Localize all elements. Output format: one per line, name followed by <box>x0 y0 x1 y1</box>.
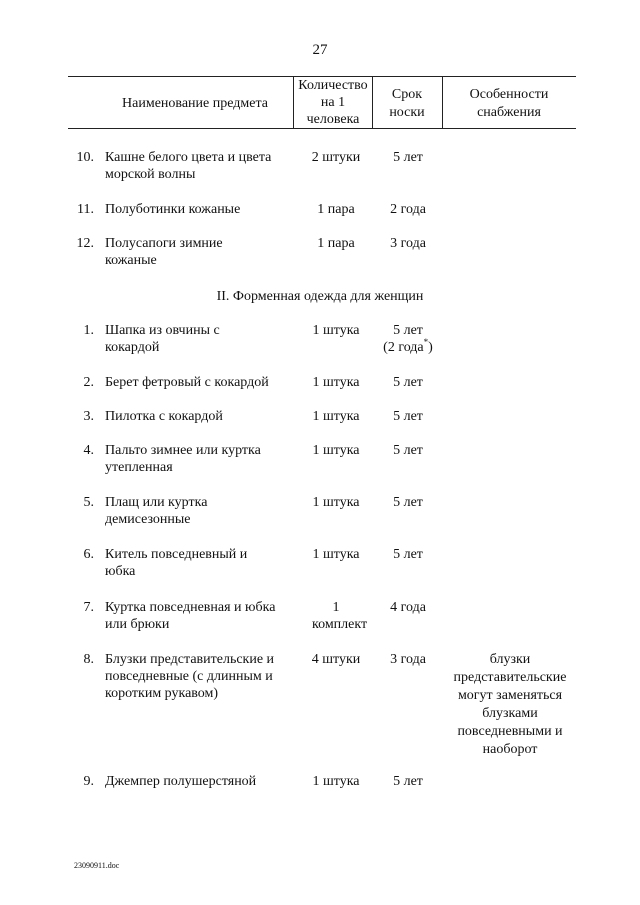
row-item-name: Джемпер полушерстяной <box>105 774 257 789</box>
row-number: 9. <box>83 774 94 789</box>
row-term: 3 года <box>390 236 426 251</box>
row-term-note <box>372 339 444 356</box>
row-quantity: 1 штука <box>312 547 360 562</box>
row-number: 12. <box>76 236 94 251</box>
row-quantity: 1 штука <box>312 409 360 424</box>
row-item-name: Пилотка с кокардой <box>105 409 223 424</box>
row-quantity: 1 пара <box>317 236 355 251</box>
row-item-name: Китель повседневный и юбка <box>105 547 248 579</box>
header-name: Наименование предмета <box>122 96 268 111</box>
footer-filename: 23090911.doc <box>74 861 120 870</box>
row-quantity: 1 штука <box>312 323 360 338</box>
row-term-alt: (2 года <box>383 340 424 355</box>
row-term: 5 лет <box>393 774 423 789</box>
row-number: 3. <box>83 409 94 424</box>
header-notes: Особенности снабжения <box>469 87 549 120</box>
row-item-name: Плащ или куртка демисезонные <box>105 495 208 527</box>
header-quantity: Количество на 1 человека <box>298 78 368 127</box>
row-term: 5 лет <box>393 495 423 510</box>
row-quantity: 1 штука <box>312 774 360 789</box>
row-quantity: 1 штука <box>312 375 360 390</box>
row-item-name: Берет фетровый с кокардой <box>105 375 269 390</box>
section-title: II. Форменная одежда для женщин <box>216 289 424 304</box>
row-term: 5 лет <box>393 150 423 165</box>
row-term: 3 года <box>390 652 426 667</box>
row-term: 5 лет <box>393 409 423 424</box>
header-bottom-rule <box>68 128 576 129</box>
row-item-name: Блузки представительские и повседневные (с длинным и коротким рукавом) <box>105 652 275 701</box>
row-term: 5 лет <box>393 443 423 458</box>
row-number: 11. <box>77 202 94 217</box>
row-number: 7. <box>83 600 94 615</box>
footnote-mark: * <box>423 337 429 347</box>
row-quantity: 1 штука <box>312 443 360 458</box>
row-number: 6. <box>83 547 94 562</box>
header-term: Срок носки <box>389 87 425 120</box>
row-term: 5 лет <box>393 323 423 338</box>
row-item-name: Пальто зимнее или куртка утепленная <box>105 443 261 475</box>
page-number: 27 <box>312 42 328 58</box>
row-item-name: Шапка из овчины с кокардой <box>105 323 220 355</box>
row-item-name: Полусапоги зимние кожаные <box>105 236 223 268</box>
row-supply-note: блузки представительские могут заменяться блузками повседневными и наоборот <box>453 652 567 757</box>
row-item-name: Полуботинки кожаные <box>105 202 241 217</box>
row-number: 10. <box>76 150 94 165</box>
row-number: 8. <box>83 652 94 667</box>
row-term: 2 года <box>390 202 426 217</box>
row-term: 5 лет <box>393 547 423 562</box>
row-number: 2. <box>83 375 94 390</box>
row-quantity: 4 штуки <box>311 652 361 667</box>
row-term: 4 года <box>390 600 426 615</box>
row-item-name: Кашне белого цвета и цвета морской волны <box>105 150 272 182</box>
row-number: 5. <box>83 495 94 510</box>
row-term-close: ) <box>428 340 433 355</box>
row-term: 5 лет <box>393 375 423 390</box>
row-number: 4. <box>83 443 94 458</box>
row-quantity: 1 пара <box>317 202 355 217</box>
row-quantity: 2 штуки <box>311 150 361 165</box>
row-quantity: 1 комплект <box>312 600 368 632</box>
row-number: 1. <box>83 323 94 338</box>
row-item-name: Куртка повседневная и юбка или брюки <box>105 600 276 632</box>
row-quantity: 1 штука <box>312 495 360 510</box>
